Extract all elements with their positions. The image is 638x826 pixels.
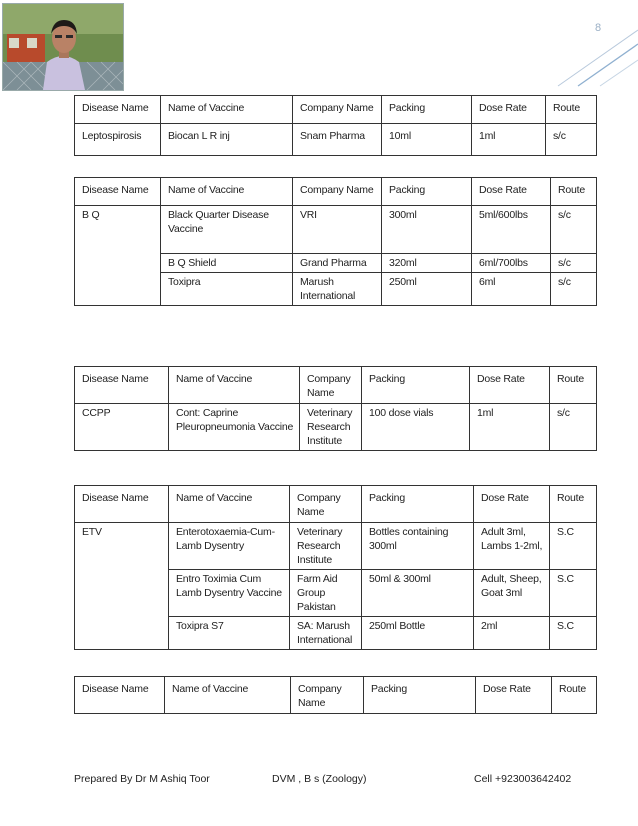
header-company-name: Company Name bbox=[300, 367, 362, 404]
header-route: Route bbox=[550, 486, 597, 523]
header-vaccine-name: Name of Vaccine bbox=[165, 677, 291, 714]
corner-decoration bbox=[548, 28, 638, 88]
cell-disease: CCPP bbox=[75, 404, 169, 451]
header-vaccine-name: Name of Vaccine bbox=[161, 178, 293, 206]
header-company-name: Company Name bbox=[291, 677, 364, 714]
vaccine-table-ccpp bbox=[74, 366, 597, 451]
cell-disease bbox=[75, 273, 161, 306]
author-photo bbox=[2, 3, 124, 91]
header-disease-name: Disease Name bbox=[75, 367, 169, 404]
cell-dose-rate: 1ml bbox=[470, 404, 550, 451]
cell-company: VRI bbox=[293, 206, 382, 254]
header-route: Route bbox=[546, 96, 597, 124]
header-packing: Packing bbox=[382, 96, 472, 124]
cell-packing: 300ml bbox=[382, 206, 472, 254]
footer-cell: Cell +923003642402 bbox=[474, 773, 572, 785]
cell-vaccine: Enterotoxaemia-Cum-Lamb Dysentry bbox=[169, 523, 290, 570]
table-row bbox=[75, 206, 597, 254]
table-row bbox=[75, 124, 597, 156]
header-disease-name: Disease Name bbox=[75, 96, 161, 124]
cell-route: s/c bbox=[551, 254, 597, 273]
cell-disease bbox=[75, 570, 169, 617]
cell-company: SA: Marush International bbox=[290, 617, 362, 650]
footer-degree: DVM , B s (Zoology) bbox=[272, 773, 367, 785]
header-vaccine-name: Name of Vaccine bbox=[161, 96, 293, 124]
cell-route: S.C bbox=[550, 570, 597, 617]
cell-route: S.C bbox=[550, 523, 597, 570]
vaccine-table-bq bbox=[74, 177, 597, 306]
cell-route: s/c bbox=[546, 124, 597, 156]
header-dose-rate: Dose Rate bbox=[472, 178, 551, 206]
cell-route: s/c bbox=[551, 273, 597, 306]
cell-dose-rate: Adult 3ml, Lambs 1-2ml, bbox=[474, 523, 550, 570]
cell-company: Grand Pharma bbox=[293, 254, 382, 273]
cell-route: s/c bbox=[551, 206, 597, 254]
header-route: Route bbox=[552, 677, 597, 714]
header-dose-rate: Dose Rate bbox=[476, 677, 552, 714]
cell-packing: 320ml bbox=[382, 254, 472, 273]
cell-vaccine: Toxipra bbox=[161, 273, 293, 306]
cell-dose-rate: 1ml bbox=[472, 124, 546, 156]
cell-disease: Leptospirosis bbox=[75, 124, 161, 156]
cell-company: Snam Pharma bbox=[293, 124, 382, 156]
table-row bbox=[75, 523, 597, 570]
vaccine-table-etv bbox=[74, 485, 597, 650]
table-row bbox=[75, 404, 597, 451]
header-company-name: Company Name bbox=[293, 96, 382, 124]
cell-vaccine: Black Quarter Disease Vaccine bbox=[161, 206, 293, 254]
table-row bbox=[75, 273, 597, 306]
header-company-name: Company Name bbox=[290, 486, 362, 523]
header-packing: Packing bbox=[382, 178, 472, 206]
cell-route: S.C bbox=[550, 617, 597, 650]
cell-packing: Bottles containing 300ml bbox=[362, 523, 474, 570]
header-disease-name: Disease Name bbox=[75, 178, 161, 206]
cell-dose-rate: 5ml/600lbs bbox=[472, 206, 551, 254]
cell-vaccine: Biocan L R inj bbox=[161, 124, 293, 156]
vaccine-table-leptospirosis bbox=[74, 95, 597, 156]
cell-dose-rate: 6ml bbox=[472, 273, 551, 306]
header-dose-rate: Dose Rate bbox=[474, 486, 550, 523]
cell-vaccine: Cont: Caprine Pleuropneumonia Vaccine bbox=[169, 404, 300, 451]
header-dose-rate: Dose Rate bbox=[470, 367, 550, 404]
header-vaccine-name: Name of Vaccine bbox=[169, 367, 300, 404]
cell-dose-rate: Adult, Sheep, Goat 3ml bbox=[474, 570, 550, 617]
cell-company: Veterinary Research Institute bbox=[300, 404, 362, 451]
table-row bbox=[75, 617, 597, 650]
cell-vaccine: B Q Shield bbox=[161, 254, 293, 273]
cell-packing: 250ml Bottle bbox=[362, 617, 474, 650]
cell-packing: 250ml bbox=[382, 273, 472, 306]
header-dose-rate: Dose Rate bbox=[472, 96, 546, 124]
cell-company: Farm Aid Group Pakistan bbox=[290, 570, 362, 617]
cell-packing: 100 dose vials bbox=[362, 404, 470, 451]
header-packing: Packing bbox=[362, 367, 470, 404]
footer-author: Prepared By Dr M Ashiq Toor bbox=[74, 773, 210, 785]
cell-packing: 10ml bbox=[382, 124, 472, 156]
cell-vaccine: Toxipra S7 bbox=[169, 617, 290, 650]
cell-vaccine: Entro Toximia Cum Lamb Dysentry Vaccine bbox=[169, 570, 290, 617]
cell-company: Marush International bbox=[293, 273, 382, 306]
header-disease-name: Disease Name bbox=[75, 486, 169, 523]
cell-packing: 50ml & 300ml bbox=[362, 570, 474, 617]
header-packing: Packing bbox=[364, 677, 476, 714]
header-disease-name: Disease Name bbox=[75, 677, 165, 714]
header-route: Route bbox=[550, 367, 597, 404]
table-row bbox=[75, 254, 597, 273]
vaccine-table-empty bbox=[74, 676, 597, 714]
header-packing: Packing bbox=[362, 486, 474, 523]
header-company-name: Company Name bbox=[293, 178, 382, 206]
cell-disease: ETV bbox=[75, 523, 169, 570]
cell-route: s/c bbox=[550, 404, 597, 451]
header-route: Route bbox=[551, 178, 597, 206]
header-vaccine-name: Name of Vaccine bbox=[169, 486, 290, 523]
cell-dose-rate: 2ml bbox=[474, 617, 550, 650]
cell-disease: B Q bbox=[75, 206, 161, 254]
cell-disease bbox=[75, 617, 169, 650]
cell-dose-rate: 6ml/700lbs bbox=[472, 254, 551, 273]
page-number: 8 bbox=[595, 22, 602, 34]
cell-company: Veterinary Research Institute bbox=[290, 523, 362, 570]
cell-disease bbox=[75, 254, 161, 273]
table-row bbox=[75, 570, 597, 617]
